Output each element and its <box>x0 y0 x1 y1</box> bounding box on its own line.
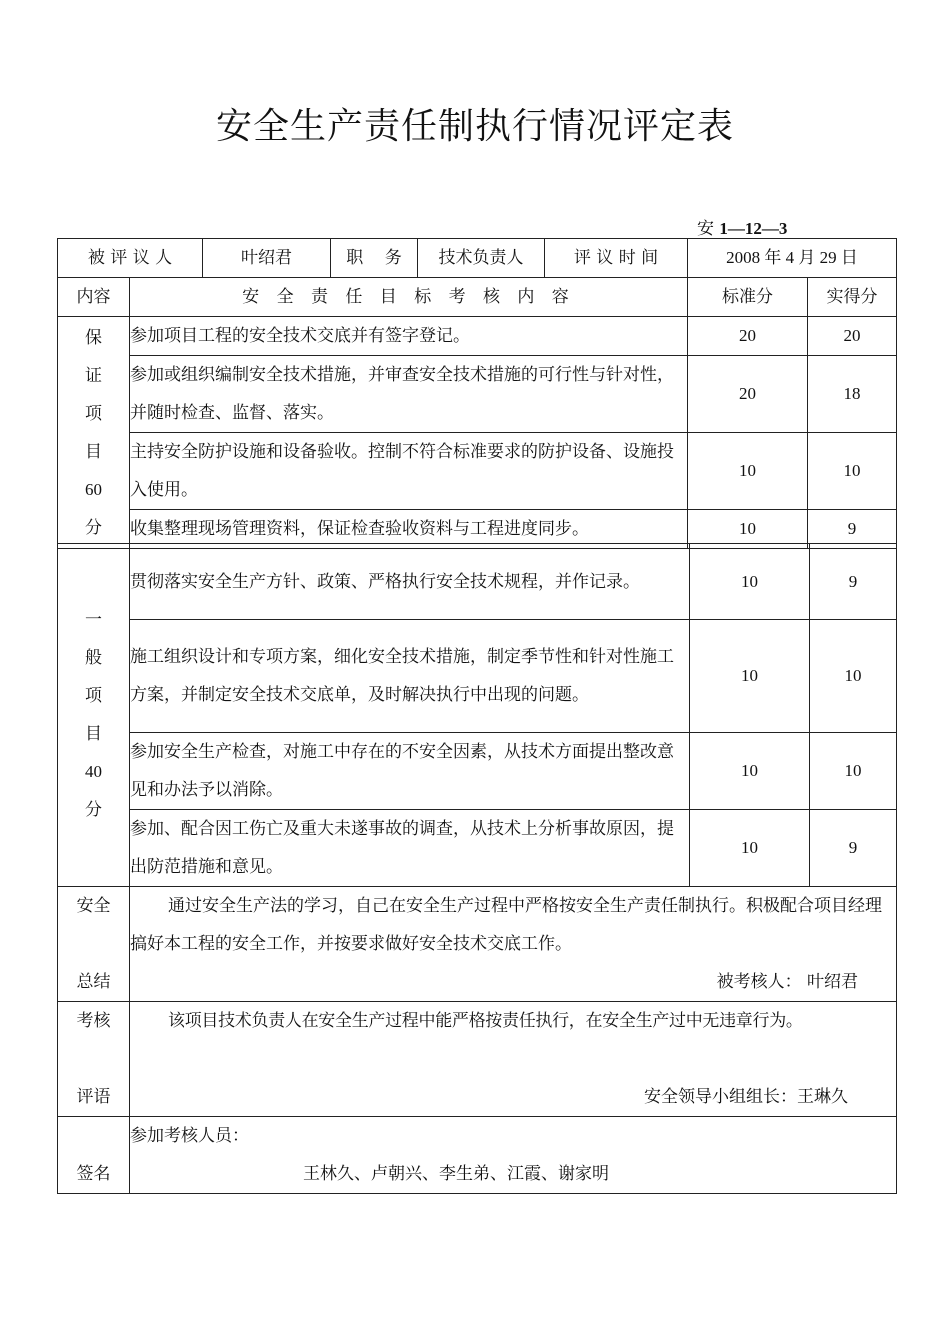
review-content <box>130 1002 897 1117</box>
position-label: 职 务 <box>331 239 418 278</box>
actual-score: 9 <box>808 510 897 549</box>
table-row <box>58 733 897 810</box>
document-number <box>697 214 787 239</box>
date-value: 2008 年 4 月 29 日 <box>688 239 897 278</box>
review-signer: 安全领导小组组长：王琳久 <box>644 1087 848 1107</box>
standard-score: 10 <box>690 544 810 620</box>
participants-label: 参加考核人员： <box>130 1126 249 1146</box>
participants-list: 王林久、卢朝兴、李生弟、江霞、谢家明 <box>303 1164 609 1184</box>
signature-row <box>58 1117 897 1194</box>
evaluation-table <box>57 238 897 549</box>
standard-score: 10 <box>688 510 808 549</box>
section-label-guarantee: 保 证 项 目 60 分 <box>58 317 130 549</box>
standard-score: 10 <box>688 433 808 510</box>
actual-score: 9 <box>810 544 897 620</box>
summary-signer: 被考核人： 叶绍君 <box>716 972 858 992</box>
item-text: 参加或组织编制安全技术措施，并审查安全技术措施的可行性与针对性，并随时检查、监督、落实。 <box>130 356 688 433</box>
signature-label: 签名 <box>58 1117 130 1194</box>
actual-score: 20 <box>808 317 897 356</box>
item-text: 参加安全生产检查，对施工中存在的不安全因素，从技术方面提出整改意见和办法予以消除。 <box>130 733 690 810</box>
item-text: 施工组织设计和专项方案，细化安全技术措施，制定季节性和针对性施工方案，并制定安全技术交底单，及时解决执行中出现的问题。 <box>130 620 690 733</box>
signature-content <box>130 1117 897 1194</box>
item-text: 贯彻落实安全生产方针、政策、严格执行安全技术规程，并作记录。 <box>130 544 690 620</box>
review-text: 该项目技术负责人在安全生产过程中能严格按责任执行，在安全生产过中无违章行为。 <box>168 1011 803 1031</box>
column-header-row <box>58 278 897 317</box>
section-label-general: 一 般 项 目 40 分 <box>58 544 130 887</box>
target-header: 安 全 责 任 目 标 考 核 内 容 <box>130 278 688 317</box>
header-row <box>58 239 897 278</box>
standard-score: 20 <box>688 356 808 433</box>
table-row <box>58 433 897 510</box>
item-text: 主持安全防护设施和设备验收。控制不符合标准要求的防护设备、设施投入使用。 <box>130 433 688 510</box>
standard-score: 10 <box>690 620 810 733</box>
table-row <box>58 620 897 733</box>
standard-score: 20 <box>688 317 808 356</box>
standard-score-header: 标准分 <box>688 278 808 317</box>
table-row <box>58 810 897 887</box>
item-text: 参加项目工程的安全技术交底并有签字登记。 <box>130 317 688 356</box>
actual-score: 10 <box>808 433 897 510</box>
position-value: 技术负责人 <box>418 239 545 278</box>
summary-row <box>58 887 897 1002</box>
table-row <box>58 356 897 433</box>
evaluation-table-lower <box>57 543 897 1194</box>
evaluatee-label: 被 评 议 人 <box>58 239 203 278</box>
actual-score-header: 实得分 <box>808 278 897 317</box>
content-header: 内容 <box>58 278 130 317</box>
actual-score: 10 <box>810 620 897 733</box>
summary-content <box>130 887 897 1002</box>
document-number-prefix: 安 <box>697 219 714 239</box>
document-number-code: 1—12—3 <box>719 219 788 238</box>
evaluatee-value: 叶绍君 <box>203 239 331 278</box>
summary-label: 安全 总结 <box>58 887 130 1002</box>
item-text: 参加、配合因工伤亡及重大未遂事故的调查，从技术上分析事故原因，提出防范措施和意见。 <box>130 810 690 887</box>
table-row <box>58 544 897 620</box>
actual-score: 10 <box>810 733 897 810</box>
summary-text: 通过安全生产法的学习，自己在安全生产过程中严格按安全生产责任制执行。积极配合项目经理搞好本工程的安全工作，并按要求做好安全技术交底工作。 <box>130 896 882 954</box>
actual-score: 9 <box>810 810 897 887</box>
review-label: 考核 评语 <box>58 1002 130 1117</box>
table-row <box>58 317 897 356</box>
review-row <box>58 1002 897 1117</box>
standard-score: 10 <box>690 733 810 810</box>
date-label: 评 议 时 间 <box>545 239 688 278</box>
page-title: 安全生产责任制执行情况评定表 <box>215 106 734 147</box>
standard-score: 10 <box>690 810 810 887</box>
actual-score: 18 <box>808 356 897 433</box>
item-text: 收集整理现场管理资料，保证检查验收资料与工程进度同步。 <box>130 510 688 549</box>
